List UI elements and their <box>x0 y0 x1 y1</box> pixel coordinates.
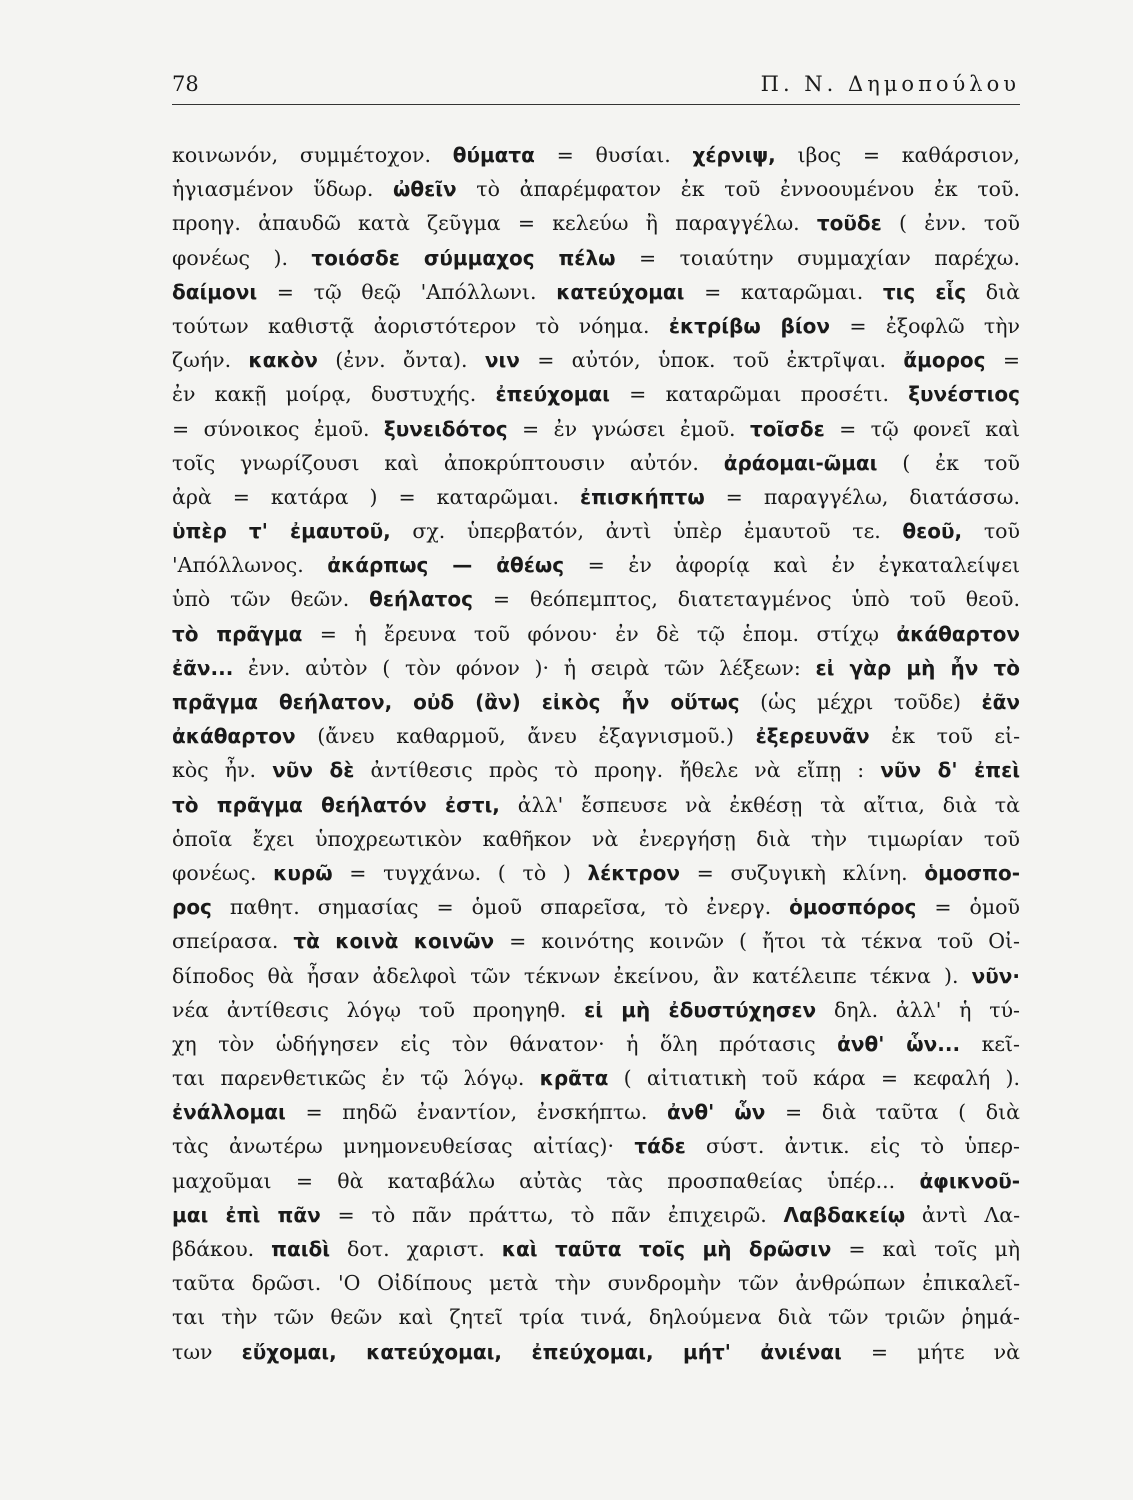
lemma-term: θύματα <box>452 143 535 167</box>
gloss-text: = τῷ θεῷ 'Απόλλωνι. <box>257 279 557 304</box>
gloss-text: = τοιαύτην συμμαχίαν παρέχω. <box>615 245 1020 270</box>
text-line <box>172 890 1020 924</box>
text-line <box>172 275 1020 309</box>
gloss-text: σχ. ὑπερβατόν, ἀντὶ ὑπὲρ ἐμαυτοῦ τε. <box>390 519 903 544</box>
text-line <box>172 993 1020 1027</box>
running-head: Π. Ν. Δημοπούλου <box>760 72 1020 96</box>
gloss-text: (ὡς μέχρι τοῦδε) <box>739 690 982 714</box>
text-line <box>172 377 1020 411</box>
lemma-term: τὸ πρᾶγμα θεήλατόν ἐστι, <box>172 792 500 817</box>
lemma-term: ὠθεῖν <box>392 177 457 202</box>
gloss-text: φονέως. <box>172 860 274 885</box>
text-line <box>172 617 1020 651</box>
text-line <box>172 1164 1020 1198</box>
lemma-term: ἀκάθαρτον <box>172 724 296 749</box>
gloss-text: κοινωνόν, συμμέτοχον. <box>172 143 453 167</box>
lemma-term: ἀκάρπως — ἀθέως <box>327 553 565 578</box>
gloss-text: = καὶ τοῖς μὴ <box>831 1237 1020 1261</box>
gloss-text: κὸς ἦν. <box>172 758 273 783</box>
text-line <box>172 1027 1020 1061</box>
text-line <box>172 514 1020 548</box>
gloss-text: ἡγιασμένον ὕδωρ. <box>172 177 393 202</box>
lemma-term: ὁμοσπο- <box>924 860 1020 885</box>
text-line <box>172 788 1020 822</box>
text-line <box>172 924 1020 958</box>
lemma-term: ἐκτρίβω βίον <box>668 313 831 338</box>
lemma-term: ὑπὲρ τ' ἐμαυτοῦ, <box>172 519 391 544</box>
lemma-term: τὰ κοινὰ κοινῶν <box>293 929 495 954</box>
lemma-term: μαι ἐπὶ πᾶν <box>172 1202 321 1227</box>
gloss-text: ιβος = καθάρσιον, <box>775 143 1020 167</box>
gloss-text: μαχοῦμαι = θὰ καταβάλω αὐτὰς τὰς προσπαθείας ὑπέρ... <box>172 1168 920 1193</box>
text-line <box>172 172 1020 206</box>
lemma-term: εἰ μὴ ἐδυστύχησεν <box>584 997 817 1022</box>
gloss-text: = τὸ πᾶν πράττω, τὸ πᾶν ἐπιχειρῶ. <box>320 1202 784 1227</box>
gloss-text: = καταρῶμαι προσέτι. <box>609 382 909 407</box>
gloss-text: χη τὸν ὡδήγησεν εἰς τὸν θάνατον· ἡ ὅλη πρότασις <box>172 1031 838 1056</box>
gloss-text: διὰ <box>966 279 1020 304</box>
text-line <box>172 1300 1020 1334</box>
text-line <box>172 1266 1020 1300</box>
gloss-text: = <box>985 348 1020 373</box>
text-line <box>172 1232 1020 1266</box>
gloss-text: = παραγγέλω, διατάσσω. <box>704 484 1020 509</box>
lemma-term: πρᾶγμα θεήλατον, οὐδ (ἂν) εἰκὸς ἦν οὕτως <box>172 690 740 714</box>
text-line <box>172 446 1020 480</box>
lemma-term: ξυνέστιος <box>908 382 1020 407</box>
lemma-term: εἰ γὰρ μὴ ἦν τὸ <box>815 655 1020 680</box>
gloss-text: ἀντίθεσις πρὸς τὸ προηγ. ἤθελε νὰ εἴπῃ : <box>354 758 881 783</box>
gloss-text: = ἐν γνώσει ἐμοῦ. <box>507 416 750 441</box>
gloss-text: = πηδῶ ἐναντίον, ἐνσκήπτω. <box>285 1100 668 1125</box>
lemma-term: νιν <box>484 348 520 373</box>
gloss-text: = ἐν ἀφορίᾳ καὶ ἐν ἐγκαταλείψει <box>564 553 1020 578</box>
lemma-term: θεήλατος <box>369 587 474 612</box>
gloss-text: δίποδος θὰ ἦσαν ἀδελφοὶ τῶν τέκνων ἐκείνου, ἂν κατέλειπε τέκνα ). <box>172 963 972 988</box>
lemma-term: ἐπισκήπτω <box>579 484 705 509</box>
header-rule <box>172 104 1020 105</box>
text-line <box>172 138 1020 172</box>
gloss-text: ὁποῖα ἔχει ὑποχρεωτικὸν καθῆκον νὰ ἐνεργήσῃ διὰ τὴν τιμωρίαν τοῦ <box>172 826 1020 851</box>
gloss-text: κεῖ- <box>960 1031 1020 1056</box>
lemma-term: τὸ πρᾶγμα <box>172 621 303 646</box>
lemma-term: ξυνειδότος <box>383 416 508 441</box>
text-line <box>172 343 1020 377</box>
gloss-text: σπείρασα. <box>172 929 294 954</box>
lemma-term: ἐπεύχομαι <box>495 382 610 407</box>
gloss-text: σύστ. ἀντικ. εἰς τὸ ὑπερ- <box>685 1134 1020 1159</box>
gloss-text: = κοινότης κοινῶν ( ἤτοι τὰ τέκνα τοῦ Οἰ- <box>494 929 1020 954</box>
gloss-text: = ἡ ἔρευνα τοῦ φόνου· ἐν δὲ τῷ ἑπομ. στίχῳ <box>302 621 897 646</box>
gloss-text: ἐνν. αὐτὸν ( τὸν φόνον )· ἡ σειρὰ τῶν λέξεων: <box>233 655 816 680</box>
lemma-term: κυρῶ <box>273 860 333 885</box>
gloss-text: τούτων καθιστᾷ ἀοριστότερον τὸ νόημα. <box>172 313 669 338</box>
gloss-text: ἐκ τοῦ εἰ- <box>869 724 1020 749</box>
gloss-text: ται τὴν τῶν θεῶν καὶ ζητεῖ τρία τινά, δηλούμενα διὰ τῶν τριῶν ῥημά- <box>172 1305 1020 1330</box>
gloss-text: ὑπὸ τῶν θεῶν. <box>172 587 370 612</box>
lemma-term: ἐξερευνᾶν <box>755 724 870 749</box>
text-line <box>172 309 1020 343</box>
gloss-text: = μήτε νὰ <box>841 1339 1020 1364</box>
lemma-term: κατεύχομαι <box>556 279 685 304</box>
lemma-term: ἀνθ' ὧν <box>667 1100 766 1125</box>
gloss-text: δοτ. χαριστ. <box>330 1237 502 1261</box>
gloss-text: των <box>172 1339 242 1364</box>
lemma-term: ρος <box>172 895 212 920</box>
gloss-text: = καταρῶμαι. <box>684 279 883 304</box>
gloss-text: = ὁμοῦ <box>916 895 1020 920</box>
gloss-text: = τῷ φονεῖ καὶ <box>824 416 1020 441</box>
gloss-text: βδάκου. <box>172 1237 272 1261</box>
text-line <box>172 1061 1020 1095</box>
gloss-text: = διὰ ταῦτα ( διὰ <box>765 1100 1020 1125</box>
gloss-text: ( ἐκ τοῦ <box>877 450 1020 475</box>
lemma-term: νῦν· <box>971 963 1020 988</box>
lemma-term: θεοῦ, <box>902 519 963 544</box>
gloss-text: φονέως ). <box>172 245 312 270</box>
text-line <box>172 1335 1020 1369</box>
lemma-term: νῦν δὲ <box>272 758 355 783</box>
gloss-text: = θυσίαι. <box>534 143 693 167</box>
lemma-term: τοῖσδε <box>749 416 825 441</box>
lemma-term: δαίμονι <box>172 279 258 304</box>
lemma-term: Λαβδακείῳ <box>783 1202 906 1227</box>
lemma-term: ἀνθ' ὧν... <box>837 1031 961 1056</box>
gloss-text: ἀρὰ = κατάρα ) = καταρῶμαι. <box>172 484 580 509</box>
lemma-term: κρᾶτα <box>539 1066 609 1091</box>
lemma-term: νῦν δ' ἐπεὶ <box>880 758 1020 783</box>
lemma-term: τοιόσδε σύμμαχος πέλω <box>311 245 616 270</box>
lemma-term: καὶ ταῦτα τοῖς μὴ δρῶσιν <box>501 1237 832 1261</box>
lemma-term: ἐνάλλομαι <box>172 1100 286 1125</box>
text-line <box>172 719 1020 753</box>
page-number: 78 <box>172 72 199 96</box>
lemma-term: τις εἷς <box>882 279 967 304</box>
gloss-text: ταῦτα δρῶσι. 'Ο Οἰδίπους μετὰ τὴν συνδρομὴν τῶν ἀνθρώπων ἐπικαλεῖ- <box>172 1271 1020 1296</box>
lemma-term: ἀκάθαρτον <box>896 621 1020 646</box>
gloss-text: = θεόπεμπτος, διατεταγμένος ὑπὸ τοῦ θεοῦ. <box>473 587 1020 612</box>
gloss-text: ζωήν. <box>172 348 249 373</box>
gloss-text: τοῦ <box>962 519 1020 544</box>
lemma-term: κακὸν <box>248 348 318 373</box>
gloss-text: = σύνοικος ἐμοῦ. <box>172 416 384 441</box>
gloss-text: (ἐνν. ὄντα). <box>317 348 485 373</box>
text-line <box>172 206 1020 240</box>
gloss-text: τὰς ἀνωτέρω μνημονευθείσας αἰτίας)· <box>172 1134 635 1159</box>
text-line <box>172 651 1020 685</box>
lemma-term: λέκτρον <box>587 860 680 885</box>
gloss-text: ἐν κακῇ μοίρᾳ, δυστυχής. <box>172 382 496 407</box>
gloss-text: προηγ. ἀπαυδῶ κατὰ ζεῦγμα = κελεύω ἢ παραγγέλω. <box>172 211 817 236</box>
gloss-text: (ἄνευ καθαρμοῦ, ἄνευ ἐξαγνισμοῦ.) <box>295 724 756 749</box>
lemma-term: ἀφικνοῦ- <box>919 1168 1020 1193</box>
text-line <box>172 582 1020 616</box>
lemma-term: ὁμοσπόρος <box>789 895 917 920</box>
text-line <box>172 548 1020 582</box>
gloss-text: = συζυγικὴ κλίνη. <box>679 860 925 885</box>
gloss-text: δηλ. ἀλλ' ἡ τύ- <box>816 997 1020 1022</box>
lemma-term: τοῦδε <box>816 211 882 236</box>
gloss-text: ἀλλ' ἔσπευσε νὰ ἐκθέσῃ τὰ αἴτια, διὰ τὰ <box>499 792 1020 817</box>
page-header <box>172 70 1020 104</box>
lemma-term: ἐᾶν... <box>172 655 234 680</box>
lemma-term: ἄμορος <box>903 348 986 373</box>
gloss-text: νέα ἀντίθεσις λόγῳ τοῦ προηγηθ. <box>172 997 585 1022</box>
commentary-text <box>172 138 1020 1369</box>
text-line <box>172 1198 1020 1232</box>
gloss-text: τὸ ἀπαρέμφατον ἐκ τοῦ ἐννοουμένου ἐκ τοῦ. <box>456 177 1020 202</box>
gloss-text: παθητ. σημασίας = ὁμοῦ σπαρεῖσα, τὸ ἐνεργ. <box>211 895 790 920</box>
lemma-term: χέρνιψ, <box>692 143 776 167</box>
gloss-text: = τυγχάνω. ( τὸ ) <box>332 860 588 885</box>
lemma-term: εὔχομαι, κατεύχομαι, ἐπεύχομαι, μήτ' ἀνιέναι <box>241 1339 842 1364</box>
lemma-term: παιδὶ <box>271 1237 331 1261</box>
text-line <box>172 241 1020 275</box>
text-line <box>172 959 1020 993</box>
gloss-text: = αὐτόν, ὑποκ. τοῦ ἐκτρῖψαι. <box>519 348 904 373</box>
gloss-text: τοῖς γνωρίζουσι καὶ ἀποκρύπτουσιν αὐτόν. <box>172 450 724 475</box>
text-line <box>172 685 1020 719</box>
text-line <box>172 480 1020 514</box>
gloss-text: 'Απόλλωνος. <box>172 553 328 578</box>
gloss-text: ( ἐνν. τοῦ <box>881 211 1020 236</box>
gloss-text: ἀντὶ Λα- <box>905 1202 1020 1227</box>
text-line <box>172 753 1020 787</box>
gloss-text: ται παρενθετικῶς ἐν τῷ λόγῳ. <box>172 1066 540 1091</box>
lemma-term: ἀράομαι-ῶμαι <box>723 450 878 475</box>
text-line <box>172 856 1020 890</box>
lemma-term: τάδε <box>634 1134 686 1159</box>
lemma-term: ἐᾶν <box>981 690 1020 714</box>
text-line <box>172 1129 1020 1163</box>
text-line <box>172 822 1020 856</box>
gloss-text: = ἐξοφλῶ τὴν <box>830 313 1020 338</box>
text-line <box>172 1095 1020 1129</box>
text-line <box>172 412 1020 446</box>
gloss-text: ( αἰτιατικὴ τοῦ κάρα = κεφαλή ). <box>608 1066 1020 1091</box>
